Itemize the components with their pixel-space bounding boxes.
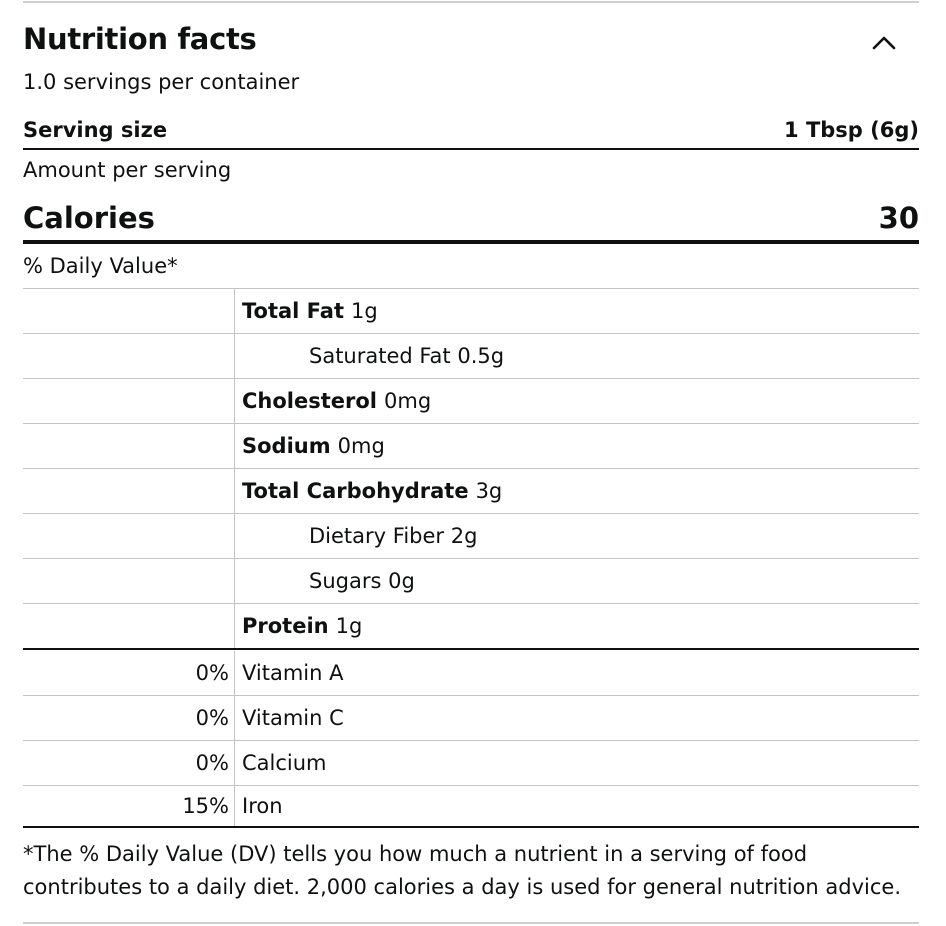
nutrient-label [235,514,477,558]
calories-row [23,195,919,244]
nutrient-table [23,289,919,650]
nutrition-facts-title: Nutrition facts [23,22,257,56]
vitamin-name: Iron [242,794,283,818]
serving-size-row [23,112,919,150]
vitamin-row [23,651,919,696]
vitamin-row [23,741,919,786]
daily-value-header [23,244,919,289]
nutrient-row [23,559,919,604]
nutrient-row [23,514,919,559]
nutrient-amount: 1g [351,299,378,323]
nutrient-amount: 0g [388,569,415,593]
nutrient-label [235,559,415,603]
vitamin-table [23,651,919,828]
amount-per-serving: Amount per serving [23,158,232,182]
nutrient-row [23,334,919,379]
nutrient-row [23,604,919,650]
nutrient-row [23,379,919,424]
nutrient-name: Sugars [309,569,382,593]
servings-per-container: 1.0 servings per container [23,70,300,94]
calories-label: Calories [23,200,155,235]
vitamin-name: Vitamin A [242,661,344,685]
nutrient-amount: 1g [335,614,363,638]
footnote-line-1: *The % Daily Value (DV) tells you how much a nutrient in a serving of food [23,842,808,866]
nutrient-pct-cell [23,379,235,423]
vitamin-name: Calcium [242,751,327,775]
nutrient-name: Total Fat [242,299,345,323]
vitamin-pct: 15% [23,786,235,826]
footnote-line-2: contributes to a daily diet. 2,000 calories a day is used for general nutrition advice. [23,875,901,899]
nutrient-label [235,289,378,333]
nutrient-pct-cell [23,424,235,468]
nutrient-label [235,379,431,423]
daily-value-footnote [23,838,923,904]
nutrient-label [235,424,385,468]
nutrient-amount: 3g [475,479,503,503]
nutrient-pct-cell [23,559,235,603]
nutrient-pct-cell [23,289,235,333]
nutrient-label [235,334,504,378]
nutrient-name: Sodium [242,434,331,458]
vitamin-pct: 0% [23,741,235,785]
top-divider [23,1,919,3]
nutrient-label [235,469,502,513]
vitamin-pct: 0% [23,651,235,695]
collapse-toggle-button[interactable] [868,30,900,54]
nutrient-row [23,424,919,469]
vitamin-row [23,786,919,828]
nutrient-amount: 0mg [337,434,385,458]
nutrient-amount: 2g [450,524,478,548]
vitamin-row [23,696,919,741]
nutrient-row [23,469,919,514]
vitamin-pct: 0% [23,696,235,740]
nutrient-amount: 0.5g [457,344,505,368]
chevron-up-icon [871,34,897,50]
nutrient-label [235,604,362,648]
nutrient-name: Saturated Fat [309,344,451,368]
daily-value-header-text: % Daily Value* [23,254,178,278]
nutrient-name: Total Carbohydrate [242,479,469,503]
nutrient-pct-cell [23,469,235,513]
serving-size-value: 1 Tbsp (6g) [784,118,919,142]
vitamin-name: Vitamin C [242,706,344,730]
nutrient-name: Cholesterol [242,389,377,413]
nutrient-pct-cell [23,514,235,558]
serving-size-label: Serving size [23,118,168,142]
nutrient-name: Dietary Fiber [309,524,445,548]
nutrient-name: Protein [242,614,329,638]
nutrient-pct-cell [23,334,235,378]
nutrient-amount: 0mg [384,389,432,413]
nutrient-row [23,289,919,334]
bottom-divider [23,922,919,924]
nutrient-pct-cell [23,604,235,648]
calories-value: 30 [878,200,919,235]
